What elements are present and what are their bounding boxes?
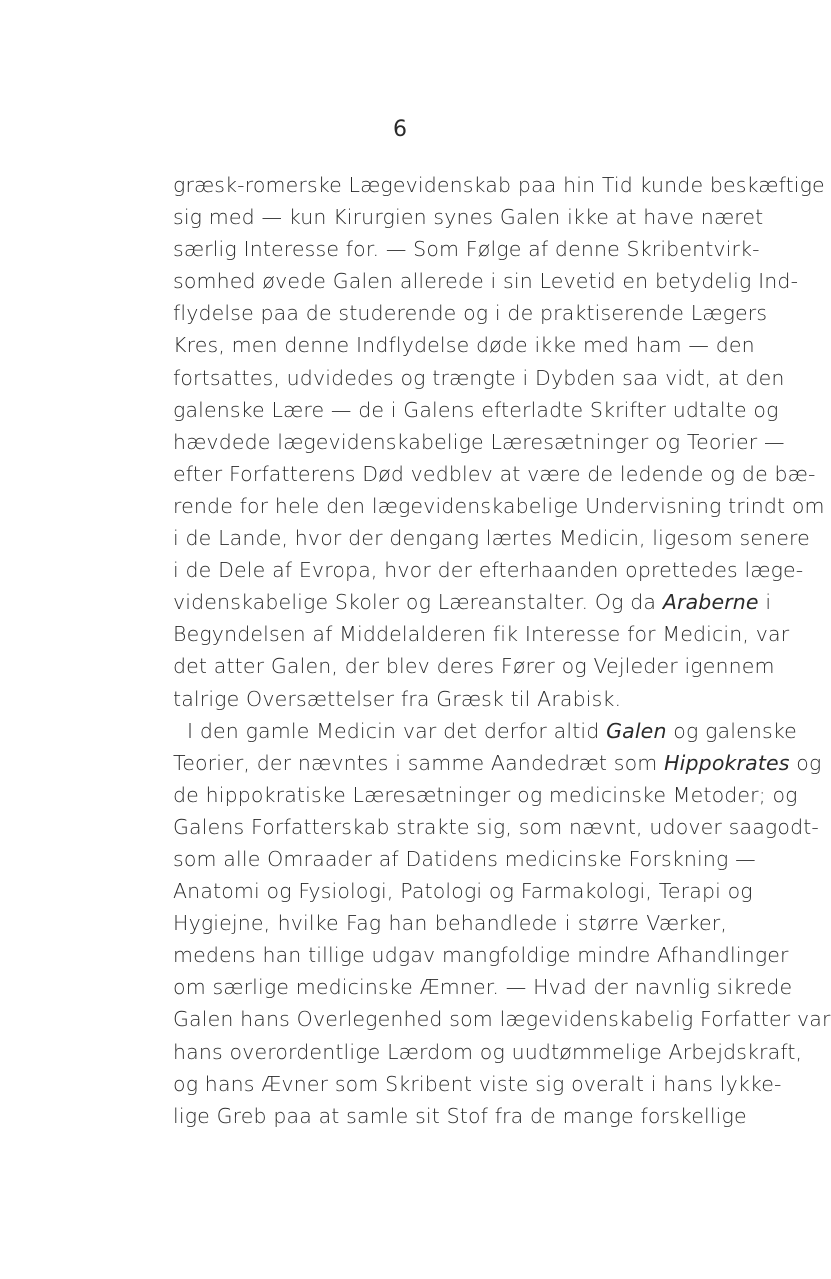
text-line: sig med — kun Kirurgien synes Galen ikke at have næret [173,205,764,230]
text-line: Galens Forfatterskab strakte sig, som nævnt, udover saagodt- [173,814,819,839]
text-line: talrige Oversættelser fra Græsk til Arabisk. [173,686,622,711]
text-line: og hans Ævner som Skribent viste sig overalt i hans lykke- [173,1071,782,1096]
italic-name: Galen [606,718,667,743]
text-line: hans overordentlige Lærdom og uudtømmelige Arbejdskraft, [173,1039,803,1064]
text-line: lige Greb paa at samle sit Stof fra de mange forskellige [173,1103,747,1128]
page-number: 6 [393,117,407,142]
text-line: om særlige medicinske Æmner. — Hvad der navnlig sikrede [173,975,793,1000]
text-line: somhed øvede Galen allerede i sin Levetid en betydelig Ind- [173,269,799,294]
text-line [173,747,822,779]
text-line: i de Lande, hvor der dengang lærtes Medicin, ligesom senere [173,526,810,551]
text-line: de hippokratiske Læresætninger og medicinske Metoder; og [173,782,798,807]
text-segment: og [789,750,822,775]
text-line: medens han tillige udgav mangfoldige mindre Afhandlinger [173,943,789,968]
body-text [173,169,831,1132]
text-segment: videnskabelige Skoler og Læreanstalter. Og da [173,590,663,615]
text-line: Kres, men denne Indflydelse døde ikke med ham — den [173,333,755,358]
text-line: græsk-romerske Lægevidenskab paa hin Tid kunde beskæftige [173,173,825,197]
text-line: Galen hans Overlegenhed som lægevidenskabelig Forfatter var [173,1007,831,1032]
text-line: Begyndelsen af Middelalderen fik Interesse for Medicin, var [173,622,790,647]
text-line: det atter Galen, der blev deres Fører og Vejleder igennem [173,654,775,679]
text-line: rende for hele den lægevidenskabelige Undervisning trindt om [173,493,825,518]
text-segment: I den gamle Medicin var det derfor altid [187,718,607,743]
text-segment: og galenske [666,718,797,743]
text-line: i de Dele af Evropa, hvor der efterhaanden oprettedes læge- [173,558,804,583]
text-line: Anatomi og Fysiologi, Patologi og Farmakologi, Terapi og [173,879,753,904]
text-segment: Teorier, der nævntes i samme Aandedræt som [173,750,665,775]
text-line [173,715,797,747]
text-line: Hygiejne, hvilke Fag han behandlede i større Værker, [173,911,727,936]
italic-name: Hippokrates [664,750,790,775]
text-line: galenske Lære — de i Galens efterladte Skrifter udtalte og [173,397,779,422]
text-line [173,586,772,618]
text-line: flydelse paa de studerende og i de praktiserende Lægers [173,301,768,326]
text-line: særlig Interesse for. — Som Følge af denne Skribentvirk- [173,237,760,262]
text-line: fortsattes, udvidedes og trængte i Dybden saa vidt, at den [173,365,785,390]
text-line: efter Forfatterens Død vedblev at være de ledende og de bæ- [173,461,816,486]
italic-name: Araberne [662,590,759,615]
text-line: hævdede lægevidenskabelige Læresætninger og Teorier — [173,429,785,454]
text-line: som alle Omraader af Datidens medicinske Forskning — [173,846,756,871]
text-segment: i [758,590,772,615]
